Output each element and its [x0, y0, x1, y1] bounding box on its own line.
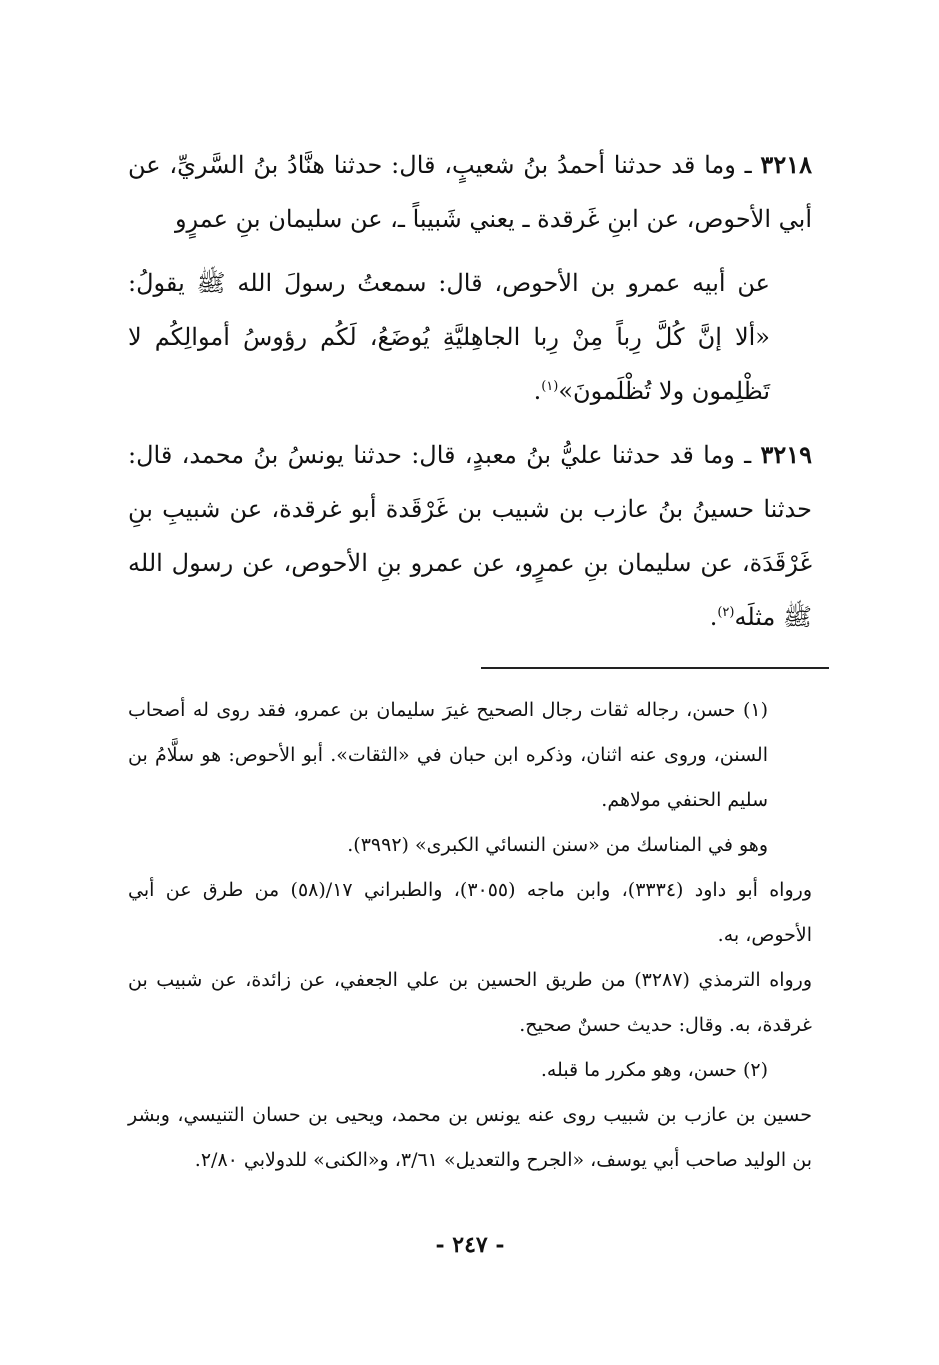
hadith-3218-matn [128, 256, 812, 418]
hadith-number: ٣٢١٩ [760, 440, 812, 469]
footnote-paragraph: ورواه أبو داود (٣٣٣٤)، وابن ماجه (٣٠٥٥)، والطبراني ١٧/(٥٨) من طرق عن أبي الأحوص، به. [128, 879, 812, 946]
hadith-3218 [128, 138, 812, 246]
footnote-marker: (١) [541, 379, 559, 394]
page-number: - ٢٤٧ - [435, 1232, 505, 1258]
hadith-text: ـ وما قد حدثنا عليُّ بنُ معبدٍ، قال: حدثنا يونسُ بنُ محمد، قال: حدثنا حسينُ بنُ عازب بن شبيب بن غَرْقَدة أبو غرقدة، عن شبيبِ بنِ غَرْقَدَة، عن سليمان بنِ عمرٍو، عن عمرو بنِ الأحوص، عن رسول الله ﷺ مثلَه [128, 441, 812, 631]
footnote-paragraph: حسين بن عازب بن شبيب روى عنه يونس بن محمد، ويحيى بن حسان التنيسي، وبشر بن الوليد صاحب أبي يوسف، «الجرح والتعديل» ٣/٦١، و«الكنى» للدولابي ٢/٨٠. [128, 1104, 812, 1171]
period: . [533, 377, 542, 405]
hadith-3219 [128, 428, 812, 644]
footnotes [128, 688, 812, 1183]
footnote-paragraph: (٢) حسن، وهو مكرر ما قبله. [540, 1059, 768, 1081]
main-text [128, 138, 812, 654]
period: . [709, 603, 718, 631]
hadith-text: عن أبيه عمرو بن الأحوص، قال: سمعتُ رسولَ الله ﷺ يقولُ: «ألا إنَّ كُلَّ رِباً مِنْ رِبا الجاهِليَّةِ يُوضَعُ، لَكُم رؤوسُ أموالِكُم لا تَظْلِمون ولا تُظْلَمونَ» [128, 269, 770, 405]
footnote-separator [481, 667, 829, 669]
footnote-marker: (٢) [717, 605, 735, 620]
footnote-paragraph: ورواه الترمذي (٣٢٨٧) من طريق الحسين بن علي الجعفي، عن زائدة، عن شبيب بن غرقدة، به. وقال: حديث حسنٌ صحيح. [128, 969, 812, 1036]
hadith-number: ٣٢١٨ [760, 150, 812, 179]
footnote-paragraph: وهو في المناسك من «سنن النسائي الكبرى» (٣٩٩٢). [347, 834, 768, 856]
hadith-text: ـ وما قد حدثنا أحمدُ بنُ شعيبٍ، قال: حدثنا هنَّادُ بنُ السَّريِّ، عن أبي الأحوص، عن ابنِ غَرقدة ـ يعني شَبيباً ـ، عن سليمان بنِ عمرٍو [128, 151, 812, 233]
footnote-paragraph: (١) حسن، رجاله ثقات رجال الصحيح غيرَ سليمان بن عمرو، فقد روى له أصحاب السنن، وروى عنه اثنان، وذكره ابن حبان في «الثقات». أبو الأحوص: هو سلَّامُ بن سليم الحنفي مولاهم. [128, 699, 768, 811]
